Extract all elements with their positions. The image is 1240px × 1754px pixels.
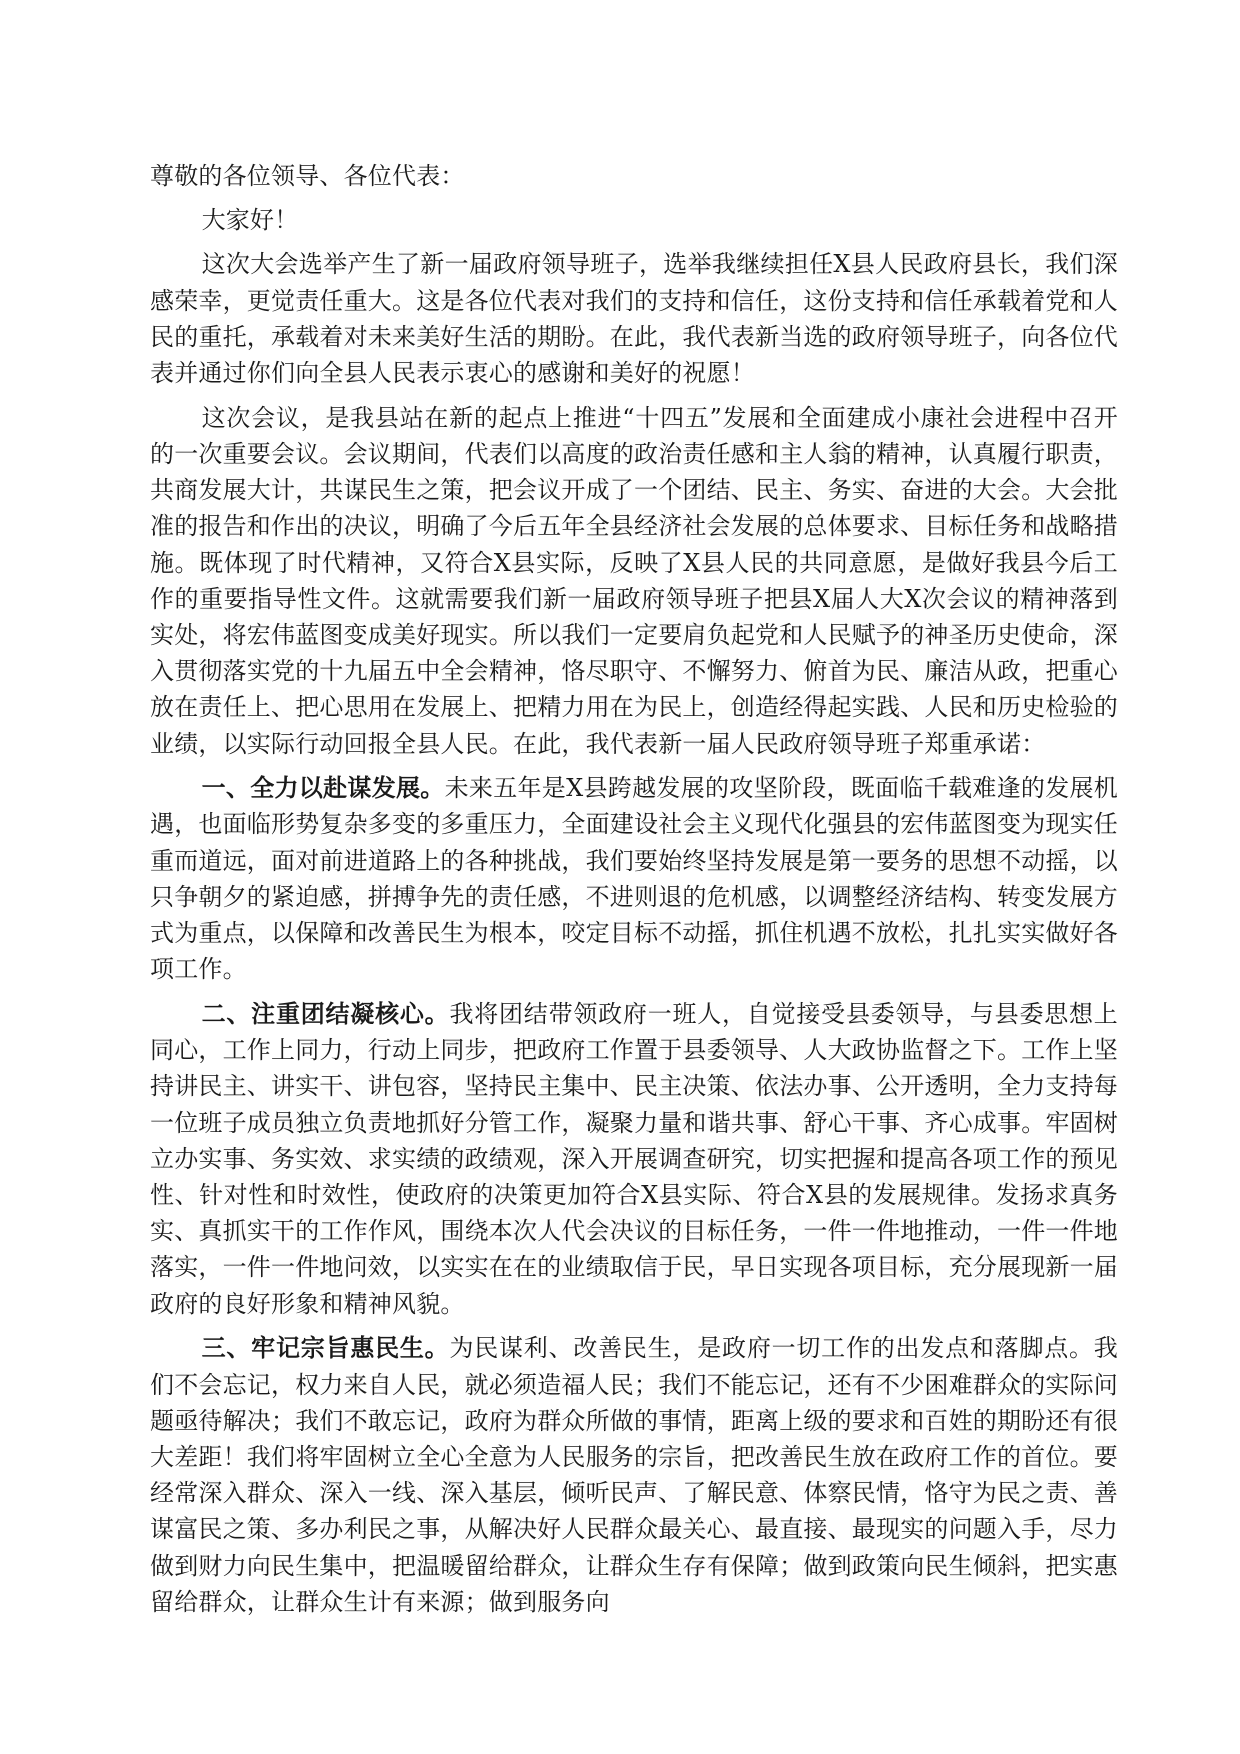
section-heading: 二、注重团结凝核心。 — [201, 999, 450, 1028]
paragraph-body: 为民谋利、改善民生，是政府一切工作的出发点和落脚点。我们不会忘记，权力来自人民，就必须造福人民；我们不能忘记，还有不少困难群众的实际问题亟待解决；我们不敢忘记，政府为群众所做的事情，距离上级的要求和百姓的期盼还有很大差距！我们将牢固树立全心全意为人民服务的宗旨，把改善民生放在政府工作的首位。要经常深入群众、深入一线、深入基层，倾听民声、了解民意、体察民情，恪守为民之责、善谋富民之策、多办利民之事，从解决好人民群众最关心、最直接、最现实的问题入手，尽力做到财力向民生集中，把温暖留给群众，让群众生存有保障；做到政策向民生倾斜，把实惠留给群众，让群众生计有来源；做到服务向 — [150, 1334, 1119, 1616]
paragraph-body: 这次会议，是我县站在新的起点上推进“十四五”发展和全面建成小康社会进程中召开的一次重要会议。会议期间，代表们以高度的政治责任感和主人翁的精神，认真履行职责，共商发展大计，共谋民生之策，把会议开成了一个团结、民主、务实、奋进的大会。大会批准的报告和作出的决议，明确了今后五年全县经济社会发展的总体要求、目标任务和战略措施。既体现了时代精神，又符合X县实际，反映了X县人民的共同意愿，是做好我县今后工作的重要指导性文件。这就需要我们新一届政府领导班子把县X届人大X次会议的精神落到实处，将宏伟蓝图变成美好现实。所以我们一定要肩负起党和人民赋予的神圣历史使命，深入贯彻落实党的十九届五中全会精神，恪尽职守、不懈努力、俯首为民、廉洁从政，把重心放在责任上、把心思用在发展上、把精力用在为民上，创造经得起实践、人民和历史检验的业绩，以实际行动回报全县人民。在此，我代表新一届人民政府领导班子郑重承诺： — [150, 403, 1118, 758]
section-heading: 一、全力以赴谋发展。 — [201, 774, 445, 803]
salutation: 尊敬的各位领导、各位代表： — [150, 162, 465, 190]
section-heading: 三、牢记宗旨惠民生。 — [201, 1334, 450, 1363]
paragraph-body: 未来五年是X县跨越发展的攻坚阶段，既面临千载难逢的发展机遇，也面临形势复杂多变的多重压力，全面建设社会主义现代化强县的宏伟蓝图变为现实任重而道远，面对前进道路上的各种挑战，我们要始终坚持发展是第一要务的思想不动摇，以只争朝夕的紧迫感，拼搏争先的责任感，不进则退的危机感，以调整经济结构、转变发展方式为重点，以保障和改善民生为根本，咬定目标不动摇，抓住机遇不放松，扎扎实实做好各项工作。 — [150, 774, 1119, 984]
paragraph-4 — [150, 996, 1118, 1322]
paragraph-1 — [150, 246, 1118, 391]
paragraph-body: 这次大会选举产生了新一届政府领导班子，选举我继续担任X县人民政府县长，我们深感荣幸，更觉责任重大。这是各位代表对我们的支持和信任，这份支持和信任承载着党和人民的重托，承载着对未来美好生活的期盼。在此，我代表新当选的政府领导班子，向各位代表并通过你们向全县人民表示衷心的感谢和美好的祝愿！ — [150, 250, 1118, 388]
paragraph-3 — [150, 770, 1118, 987]
greeting: 大家好！ — [201, 206, 299, 235]
paragraph-2 — [150, 400, 1118, 762]
paragraph-5 — [150, 1330, 1118, 1620]
paragraph-body: 我将团结带领政府一班人，自觉接受县委领导，与县委思想上同心，工作上同力，行动上同步，把政府工作置于县委领导、人大政协监督之下。工作上坚持讲民主、讲实干、讲包容，坚持民主集中、民主决策、依法办事、公开透明，全力支持每一位班子成员独立负责地抓好分管工作，凝聚力量和谐共事、舒心干事、齐心成事。牢固树立办实事、务实效、求实绩的政绩观，深入开展调查研究，切实把握和提高各项工作的预见性、针对性和时效性，使政府的决策更加符合X县实际、符合X县的发展规律。发扬求真务实、真抓实干的工作作风，围绕本次人代会决议的目标任务，一件一件地推动，一件一件地落实，一件一件地问效，以实实在在的业绩取信于民，早日实现各项目标，充分展现新一届政府的良好形象和精神风貌。 — [150, 999, 1119, 1318]
